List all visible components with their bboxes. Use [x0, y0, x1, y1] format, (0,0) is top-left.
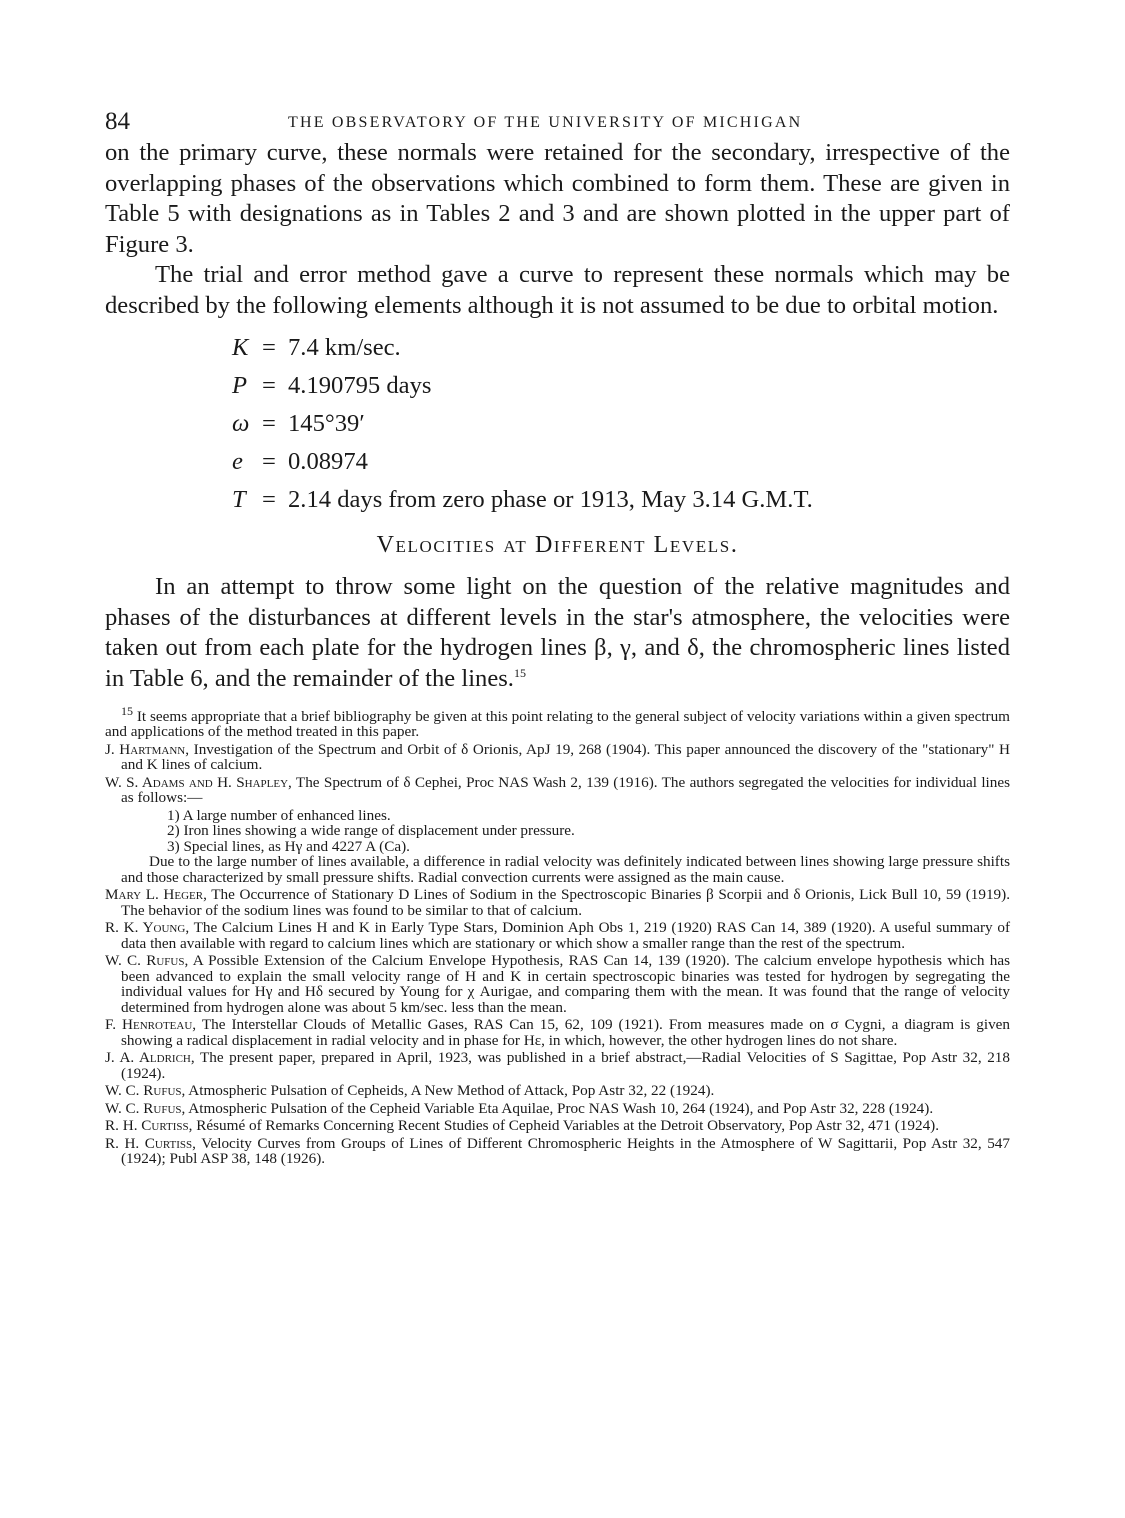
orbital-elements [232, 330, 1010, 520]
bibliography-entry: R. H. Curtiss, Résumé of Remarks Concerning Recent Studies of Cepheid Variables at the Detroit Observatory, Pop Astr 32, 471 (1924). [105, 1117, 940, 1135]
element-row [232, 330, 1010, 368]
element-symbol: ω [232, 410, 250, 438]
element-symbol: T [232, 486, 246, 514]
footnotes [105, 703, 1011, 1168]
bibliography-entry: R. H. Curtiss, Velocity Curves from Groups of Lines of Different Chromospheric Heights in the Atmosphere of W Sagittarii, Pop Astr 32, 547 (1924); Publ ASP 38, 148 (1926). [105, 1134, 1010, 1168]
bibliography-entry: W. C. Rufus, A Possible Extension of the Calcium Envelope Hypothesis, RAS Can 14, 139 (1920). The calcium envelope hypothesis which has been advanced to explain the small velocity range of H and K in certain spectroscopic binaries was tested for hydrogen by segregating the individual values for Hγ and Hδ secured by Young for χ Aurigae, and comparing them with the mean. It was found that the range of velocity determined from hydrogen alone was about 5 km/sec. less than the mean. [105, 952, 1011, 1016]
equals-sign: = [262, 448, 276, 476]
equals-sign: = [262, 334, 276, 362]
section-heading: Velocities at Different Levels. [376, 531, 739, 558]
bibliography-entry: W. C. Rufus, Atmospheric Pulsation of Cepheids, A New Method of Attack, Pop Astr 32, 22 (1924). [105, 1082, 715, 1100]
element-row [232, 444, 1010, 482]
equals-sign: = [262, 410, 276, 438]
footnote-mark: 15 [513, 665, 526, 680]
body-text [105, 138, 1010, 695]
page [105, 104, 1010, 1169]
list-item: 2) Iron lines showing a wide range of displacement under pressure. [167, 822, 575, 840]
element-symbol: e [232, 448, 243, 476]
bibliography-entry: W. S. Adams and H. Shapley, The Spectrum of δ Cephei, Proc NAS Wash 2, 139 (1916). The authors segregated the velocities for individual lines as follows:— [105, 773, 1010, 807]
bibliography-entry: W. C. Rufus, Atmospheric Pulsation of the Cepheid Variable Eta Aquilae, Proc NAS Wash 10, 264 (1924), and Pop Astr 32, 228 (1924). [105, 1099, 934, 1117]
running-title: THE OBSERVATORY OF THE UNIVERSITY OF MICHIGAN [288, 114, 803, 131]
element-value: 0.08974 [288, 448, 368, 476]
bibliography-entry: F. Henroteau, The Interstellar Clouds of Metallic Gases, RAS Can 15, 62, 109 (1921). From measures made on σ Cygni, a diagram is given showing a radical displacement in radial velocity and in phase for Hε, in which, however, the other hydrogen lines do not share. [105, 1016, 1010, 1049]
list-item: 3) Special lines, as Hγ and 4227 A (Ca). [167, 837, 410, 855]
page-number: 84 [105, 108, 130, 135]
bibliography-entry: R. K. Young, The Calcium Lines H and K in Early Type Stars, Dominion Aph Obs 1, 219 (1920) RAS Can 14, 389 (1920). A useful summary of data then available with regard to calcium lines which are stationary or which show a smaller range than the rest of the spectrum. [105, 919, 1011, 952]
paragraph-1: on the primary curve, these normals were retained for the secondary, irrespective of the overlapping phases of the observations which combined to form them. These are given in Table 5 with designations as in Tables 2 and 3 and are shown plotted in the upper part of Figure 3. [105, 139, 1010, 258]
footnote-paragraph: Due to the large number of lines available, a difference in radial velocity was definitely indicated between lines showing large pressure shifts and those characterized by small pressure shifts. Radial convection currents were assigned as the main cause. [121, 853, 1010, 886]
element-row [232, 482, 1010, 520]
footnote-intro: $^{15}$ It seems appropriate that a brief bibliography be given at this point relating to the general subject of velocity variations within a given spectrum and applications of the method treated in this paper. [105, 703, 1010, 741]
page-header [105, 104, 1010, 138]
element-value: 7.4 km/sec. [288, 334, 401, 362]
bibliography-entry: J. Hartmann, Investigation of the Spectrum and Orbit of δ Orionis, ApJ 19, 268 (1904). This paper announced the discovery of the "stationary" H and K lines of calcium. [105, 740, 1011, 774]
element-row [232, 406, 1010, 444]
paragraph-3: In an attempt to throw some light on the question of the relative magnitudes and phases of the disturbances at different levels in the star's atmosphere, the velocities were taken out from each plate for the hydrogen lines β, γ, and δ, the chromospheric lines listed in Table 6, and the remainder of the lines.$^{15}$ [105, 573, 1010, 692]
element-value: 2.14 days from zero phase or 1913, May 3.14 G.M.T. [288, 486, 813, 514]
footnote-number: 15 [121, 703, 133, 718]
equals-sign: = [262, 372, 276, 400]
list-item: 1) A large number of enhanced lines. [167, 806, 391, 824]
equals-sign: = [262, 486, 276, 514]
paragraph-2: The trial and error method gave a curve to represent these normals which may be described by the following elements although it is not assumed to be due to orbital motion. [105, 261, 1010, 319]
element-value: 145°39′ [288, 410, 365, 438]
element-row [232, 368, 1010, 406]
element-value: 4.190795 days [288, 372, 432, 400]
bibliography-entry: J. A. Aldrich, The present paper, prepared in April, 1923, was published in a brief abstract,—Radial Velocities of S Sagittae, Pop Astr 32, 218 (1924). [105, 1049, 1010, 1082]
element-symbol: K [232, 334, 249, 362]
element-symbol: P [232, 372, 248, 400]
bibliography-entry: Mary L. Heger, The Occurrence of Stationary D Lines of Sodium in the Spectroscopic Binaries β Scorpii and δ Orionis, Lick Bull 10, 59 (1919). The behavior of the sodium lines was found to be similar to that of calcium. [105, 886, 1010, 919]
